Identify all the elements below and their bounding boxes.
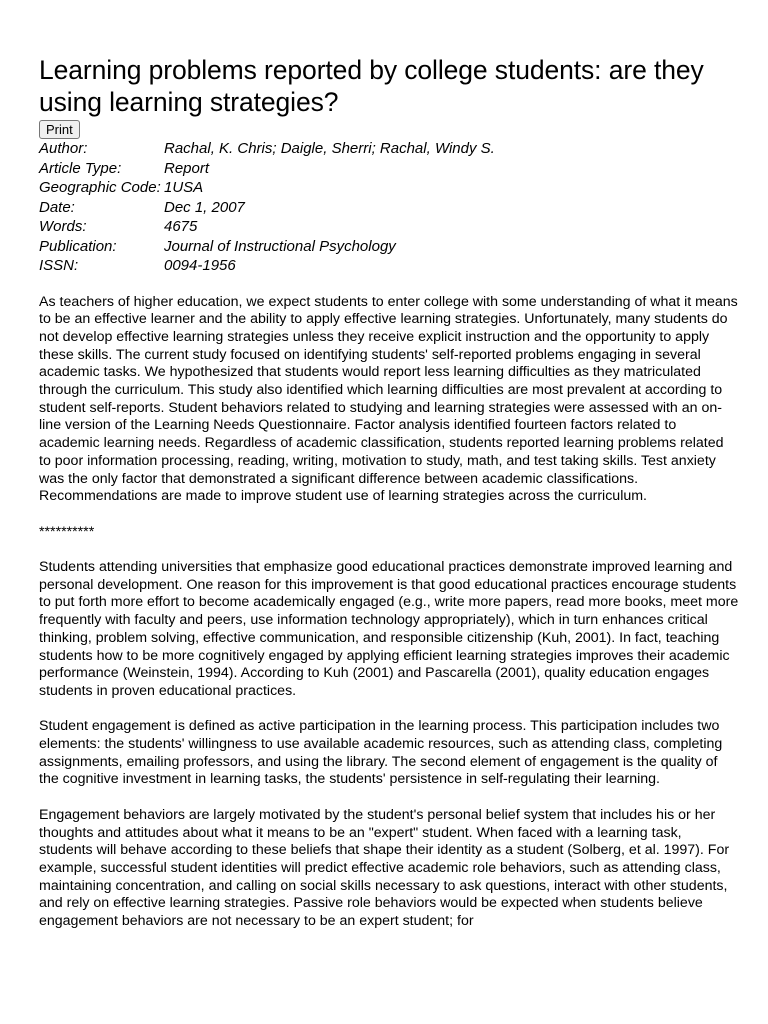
meta-value: Dec 1, 2007 xyxy=(164,198,245,216)
meta-value: Report xyxy=(164,159,210,177)
meta-value: 1USA xyxy=(164,179,204,196)
article-metadata xyxy=(39,139,768,276)
meta-row-publication xyxy=(39,237,768,257)
abstract-paragraph: As teachers of higher education, we expect students to enter college with some understanding of what it means to be an effective learner and the ability to apply effective learning strategies. Unfortunately, many students do not develop effective learning strategies unless they receive explicit instruction and the opportunity to apply these skills. The current study focused on identifying students' self-reported problems engaging in several academic tasks. We hypothesized that students would report less learning difficulties as they matriculated through the curriculum. This study also identified which learning difficulties are most prevalent at according to student self-reports. Student behaviors related to studying and learning strategies were assessed with an on-line version of the Learning Needs Questionnaire. Factor analysis identified fourteen factors related to academic learning needs. Regardless of academic classification, students reported learning problems related to poor information processing, reading, writing, motivation to study, math, and test taking skills. Test anxiety was the only factor that demonstrated a significant difference between academic classifications. Recommendations are made to improve student use of learning strategies across the curriculum. xyxy=(39,293,738,505)
meta-row-geographic-code xyxy=(39,178,768,198)
meta-label: Words: xyxy=(39,218,87,235)
meta-row-author xyxy=(39,139,768,159)
meta-row-words xyxy=(39,217,768,237)
section-separator: ********** xyxy=(39,523,95,540)
meta-value: 4675 xyxy=(164,218,198,235)
meta-label: Publication: xyxy=(39,237,117,255)
meta-row-issn xyxy=(39,256,768,276)
article-body xyxy=(39,294,739,931)
meta-label: Date: xyxy=(39,198,75,216)
body-paragraph: Engagement behaviors are largely motivated by the student's personal belief system that includes his or her thoughts and attitudes about what it means to be an "expert" student. When faced with a learning task, students will behave according to these beliefs that shape their identity as a student (Solberg, et al. 1997). For example, successful student identities will predict effective academic role behaviors, such as attending class, maintaining concentration, and calling on social skills necessary to ask questions, interact with other students, and rely on effective learning strategies. Passive role behaviors would be expected when students believe engagement behaviors are not necessary to be an expert student; for xyxy=(39,806,730,930)
meta-row-date xyxy=(39,198,768,218)
meta-row-article-type xyxy=(39,159,768,179)
meta-value: Rachal, K. Chris; Daigle, Sherri; Rachal, Windy S. xyxy=(164,140,495,157)
print-button[interactable]: Print xyxy=(39,120,80,139)
body-paragraph: Students attending universities that emphasize good educational practices demonstrate improved learning and personal development. One reason for this improvement is that good educational practices encourage students to put forth more effort to become academically engaged (e.g., write more papers, read more books, meet more frequently with faculty and peers, use information technology appropriately), which in turn enhances critical thinking, problem solving, effective communication, and responsible citizenship (Kuh, 2001). In fact, teaching students how to be more cognitively engaged by applying efficient learning strategies improves their academic performance (Weinstein, 1994). According to Kuh (2001) and Pascarella (2001), quality education engages students in proven educational practices. xyxy=(39,559,739,699)
meta-value: Journal of Instructional Psychology xyxy=(164,237,396,255)
meta-label: Article Type: xyxy=(39,159,122,177)
meta-label: Geographic Code: xyxy=(39,179,161,196)
meta-value: 0094-1956 xyxy=(164,257,236,274)
body-paragraph: Student engagement is defined as active participation in the learning process. This participation includes two elements: the students' willingness to use available academic resources, such as attending class, completing assignments, emailing professors, and using the library. The second element of engagement is the quality of the cognitive investment in learning tasks, the students' persistence in self-regulating their learning. xyxy=(39,718,723,788)
meta-label: Author: xyxy=(39,140,88,157)
meta-label: ISSN: xyxy=(39,257,79,274)
article-title: Learning problems reported by college students: are they using learning strategies? xyxy=(39,55,704,117)
